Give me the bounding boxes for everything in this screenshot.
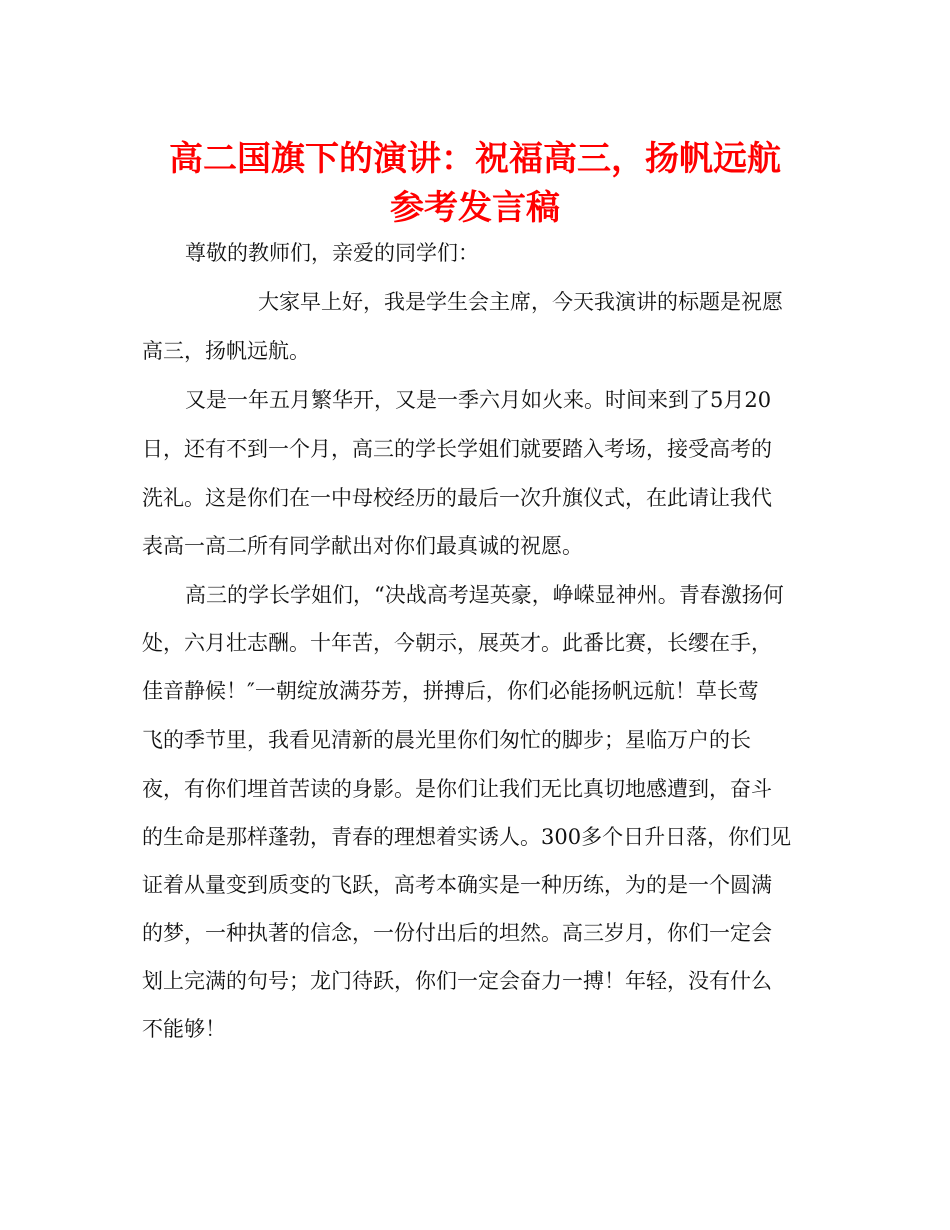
paragraph-3-line: 划上完满的句号；龙门待跃，你们一定会奋力一搏！年轻，没有什么 xyxy=(142,969,772,993)
paragraph-3-line: 不能够！ xyxy=(142,1017,226,1041)
paragraph-2-line: 又是一年五月繁华开，又是一季六月如火来。时间来到了5月20 xyxy=(185,388,772,412)
document-title-line-2: 参考发言稿 xyxy=(390,188,560,228)
paragraph-2-line: 洗礼。这是你们在一中母校经历的最后一次升旗仪式，在此请让我代 xyxy=(142,486,772,510)
paragraph-2-line: 表高一高二所有同学献出对你们最真诚的祝愿。 xyxy=(142,534,583,558)
document-title-line-1: 高二国旗下的演讲：祝福高三，扬帆远航 xyxy=(169,139,781,179)
paragraph-1-line: 大家早上好，我是学生会主席，今天我演讲的标题是祝愿 xyxy=(258,290,783,314)
paragraph-3-line: 证着从量变到质变的飞跃，高考本确实是一种历练，为的是一个圆满 xyxy=(142,873,772,897)
paragraph-3-line: 处，六月壮志酬。十年苦，今朝示，展英才。此番比赛，长缨在手， xyxy=(142,631,772,655)
paragraph-3-line: 飞的季节里，我看见清新的晨光里你们匆忙的脚步；星临万户的长 xyxy=(142,728,751,752)
paragraph-3-line: 的梦，一种执著的信念，一份付出后的坦然。高三岁月，你们一定会 xyxy=(142,921,772,945)
paragraph-2-line: 日，还有不到一个月，高三的学长学姐们就要踏入考场，接受高考的 xyxy=(142,437,772,461)
paragraph-1-line: 高三，扬帆远航。 xyxy=(142,339,310,363)
paragraph-3-line: 高三的学长学姐们，“决战高考逞英豪，峥嵘显神州。青春激扬何 xyxy=(185,583,784,607)
paragraph-3-line: 的生命是那样蓬勃，青春的理想着实诱人。300多个日升日落，你们见 xyxy=(142,825,792,849)
paragraph-3-line: 夜，有你们埋首苦读的身影。是你们让我们无比真切地感遭到，奋斗 xyxy=(142,777,772,801)
salutation: 尊敬的教师们，亲爱的同学们： xyxy=(185,241,479,265)
paragraph-3-line: 佳音静候！″一朝绽放满芬芳，拼搏后，你们必能扬帆远航！草长莺 xyxy=(142,679,759,703)
